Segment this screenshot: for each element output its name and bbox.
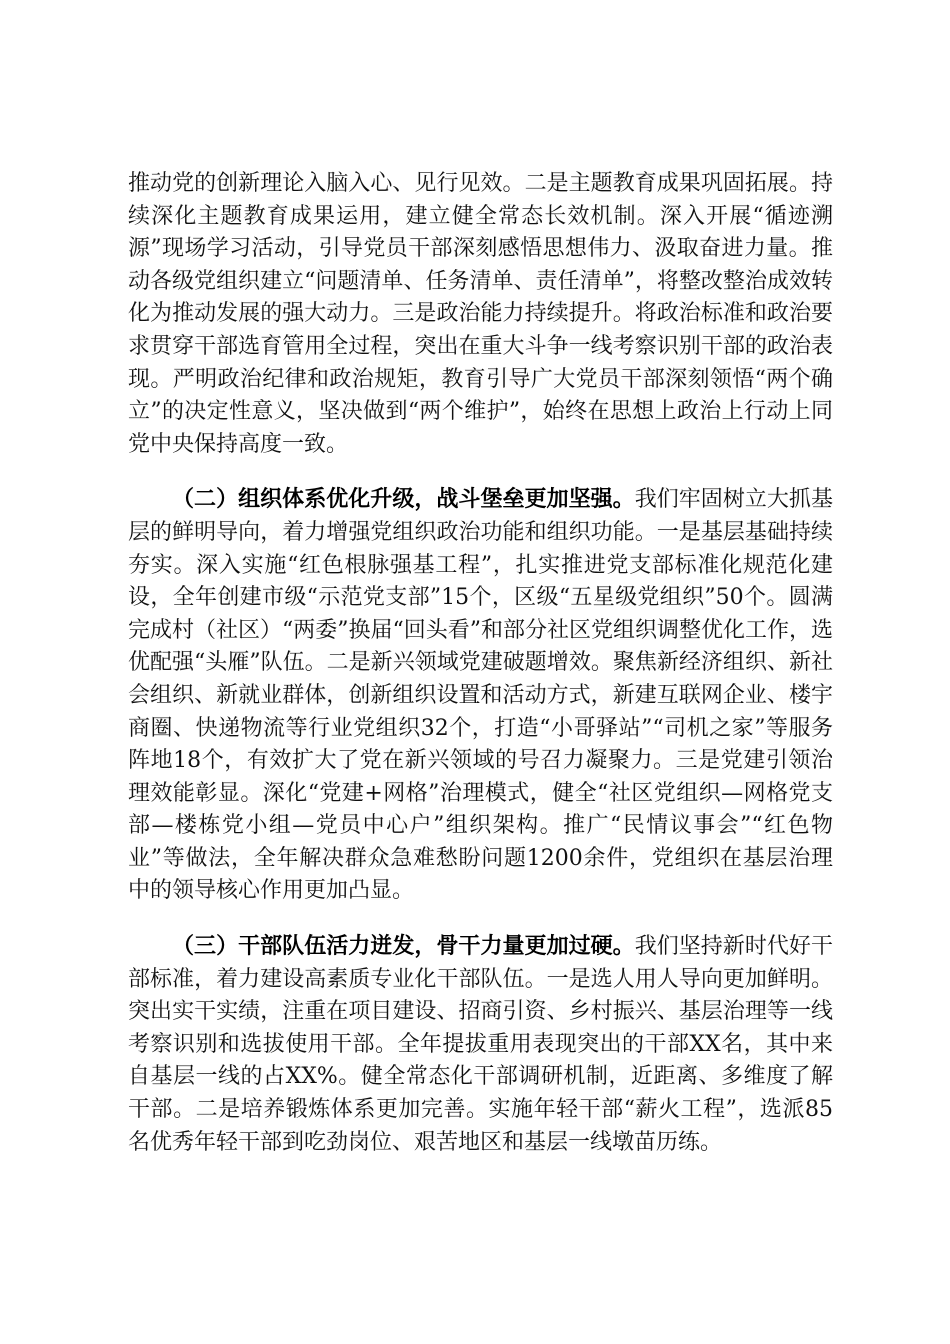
paragraph-3-heading: （三）干部队伍活力迸发，骨干力量更加过硬。 — [172, 933, 635, 960]
paragraph-2 — [128, 483, 833, 908]
paragraph-spacer — [128, 908, 833, 930]
paragraph-2-text: 我们牢固树立大抓基层的鲜明导向，着力增强党组织政治功能和组织功能。一是基层基础持续夯实。深入实施“红色根脉强基工程”，扎实推进党支部标准化规范化建设，全年创建市级“示范党支部”15个，区级“五星级党组织”50个。圆满完成村（社区）“两委”换届“回头看”和部分社区党组织调整优化工作，选优配强“头雁”队伍。二是新兴领域党建破题增效。聚焦新经济组织、新社会组织、新就业群体，创新组织设置和活动方式，新建互联网企业、楼宇商圈、快递物流等行业党组织32个，打造“小哥驿站”“司机之家”等服务阵地18个，有效扩大了党在新兴领域的号召力凝聚力。三是党建引领治理效能彰显。深化“党建+网格”治理模式，健全“社区党组织—网格党支部—楼栋党小组—党员中心户”组织架构。推广“民情议事会”“红色物业”等做法，全年解决群众急难愁盼问题1200余件，党组织在基层治理中的领导核心作用更加凸显。 — [128, 487, 833, 904]
paragraph-3 — [128, 930, 833, 1159]
paragraph-2-heading: （二）组织体系优化升级，战斗堡垒更加坚强。 — [172, 486, 635, 513]
paragraph-1-text: 推动党的创新理论入脑入心、见行见效。二是主题教育成果巩固拓展。持续深化主题教育成果运用，建立健全常态长效机制。深入开展“循迹溯源”现场学习活动，引导党员干部深刻感悟思想伟力、汲取奋进力量。推动各级党组织建立“问题清单、任务清单、责任清单”，将整改整治成效转化为推动发展的强大动力。三是政治能力持续提升。将政治标准和政治要求贯穿干部选育管用全过程，突出在重大斗争一线考察识别干部的政治表现。严明政治纪律和政治规矩，教育引导广大党员干部深刻领悟“两个确立”的决定性意义，坚决做到“两个维护”，始终在思想上政治上行动上同党中央保持高度一致。 — [128, 171, 833, 457]
paragraph-spacer — [128, 461, 833, 483]
paragraph-1 — [128, 167, 833, 461]
paragraph-3-text: 我们坚持新时代好干部标准，着力建设高素质专业化干部队伍。一是选人用人导向更加鲜明。突出实干实绩，注重在项目建设、招商引资、乡村振兴、基层治理等一线考察识别和选拔使用干部。全年提拔重用表现突出的干部XX名，其中来自基层一线的占XX%。健全常态化干部调研机制，近距离、多维度了解干部。二是培养锻炼体系更加完善。实施年轻干部“薪火工程”，选派85名优秀年轻干部到吃劲岗位、艰苦地区和基层一线墩苗历练。 — [128, 934, 833, 1155]
document-body — [128, 167, 833, 1159]
